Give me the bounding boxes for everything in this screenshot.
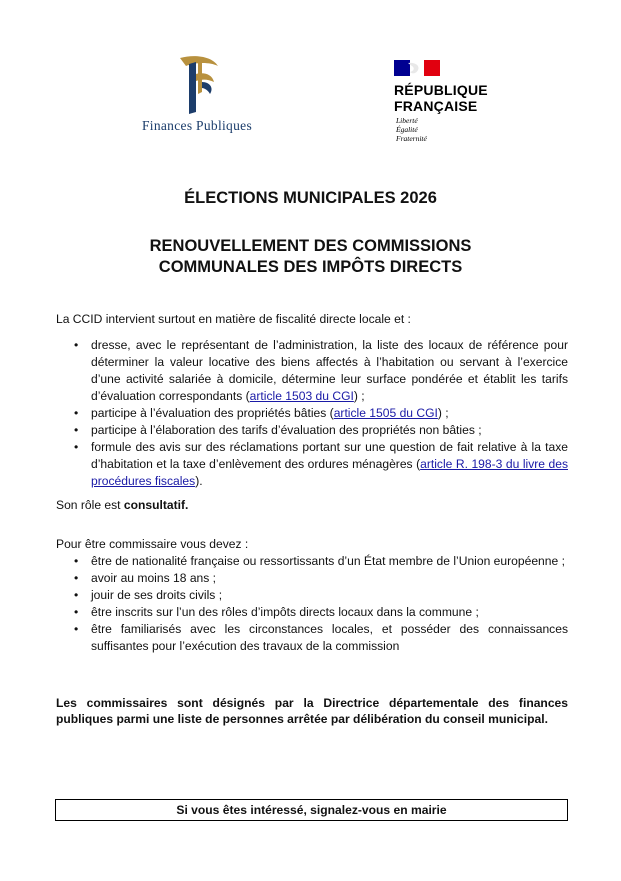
list-item <box>56 439 568 490</box>
page-subtitle-line1: RENOUVELLEMENT DES COMMISSIONS <box>149 237 472 255</box>
role-paragraph <box>56 497 568 514</box>
list-item: • être de nationalité française ou ressortissants d’un État membre de l’Union européenne ; <box>56 553 568 570</box>
page-subtitle-line2: COMMUNALES DES IMPÔTS DIRECTS <box>158 258 463 276</box>
motto-egalite: Égalité <box>396 125 418 134</box>
article-r198-3-link[interactable]: article R. 198-3 du livre des procédures fiscales <box>91 457 568 488</box>
motto-liberte: Liberté <box>396 116 418 125</box>
republique-motto <box>396 116 427 143</box>
finances-publiques-logo <box>112 52 282 148</box>
marianne-flag-icon <box>394 60 440 76</box>
spacer <box>56 655 568 695</box>
list-item: • avoir au moins 18 ans ; <box>56 570 568 587</box>
article-1505-link[interactable]: article 1505 du CGI <box>333 406 438 420</box>
list-item: • être familiarisés avec les circonstances locales, et posséder des connaissances suffisantes pour l’exécution des travaux de la commission <box>56 621 568 655</box>
mission-after: ). <box>195 474 203 488</box>
list-item <box>56 422 568 439</box>
article-1503-link[interactable]: article 1503 du CGI <box>249 389 354 403</box>
conditions-list <box>56 553 568 655</box>
republique-title-line2: FRANÇAISE <box>394 98 478 114</box>
mission-text: dresse, avec le représentant de l’administration, la liste des locaux de référence pour déterminer la valeur locative des biens affectés à l’habitation ou servant à l’exercice d’une activité salariée à domicile, détermine leur surface pondérée et établit les tarifs d’évaluation correspondants ( <box>91 338 568 403</box>
republique-title-line1: RÉPUBLIQUE <box>394 82 488 98</box>
page-title: ÉLECTIONS MUNICIPALES 2026 <box>184 189 437 207</box>
role-bold: consultatif. <box>123 498 189 512</box>
list-item <box>56 405 568 422</box>
finances-publiques-emblem-icon <box>172 52 222 116</box>
mission-after: ) ; <box>353 389 365 403</box>
list-item: • jouir de ses droits civils ; <box>56 587 568 604</box>
intro-paragraph: La CCID intervient surtout en matière de fiscalité directe locale et : <box>56 312 411 326</box>
republique-francaise-title <box>394 82 488 114</box>
motto-fraternite: Fraternité <box>396 134 427 143</box>
conditions-intro: Pour être commissaire vous devez : <box>56 537 249 551</box>
document-body <box>56 311 568 727</box>
republique-francaise-logo <box>382 48 504 154</box>
list-item: • être inscrits sur l’un des rôles d’impôts directs locaux dans la commune ; <box>56 604 568 621</box>
mission-text: participe à l’élaboration des tarifs d’évaluation des propriétés non bâties ; <box>91 423 482 437</box>
page-subtitle <box>0 236 621 278</box>
mission-text: formule des avis sur des réclamations portant sur une question de fait relative à la taxe d’habitation et la taxe d’enlèvement des ordures ménagères ( <box>91 440 568 471</box>
list-item <box>56 337 568 405</box>
role-prefix: Son rôle est <box>56 498 124 512</box>
finances-publiques-wordmark: Finances Publiques <box>141 118 253 133</box>
missions-list <box>56 337 568 490</box>
mission-after: ) ; <box>437 406 449 420</box>
designation-paragraph: Les commissaires sont désignés par la Directrice départementale des finances publiques parmi une liste de personnes arrêtée par délibération du conseil municipal. <box>56 696 568 726</box>
mission-text: participe à l’évaluation des propriétés bâties ( <box>91 406 334 420</box>
call-to-action-box: Si vous êtes intéressé, signalez-vous en mairie <box>55 799 568 821</box>
